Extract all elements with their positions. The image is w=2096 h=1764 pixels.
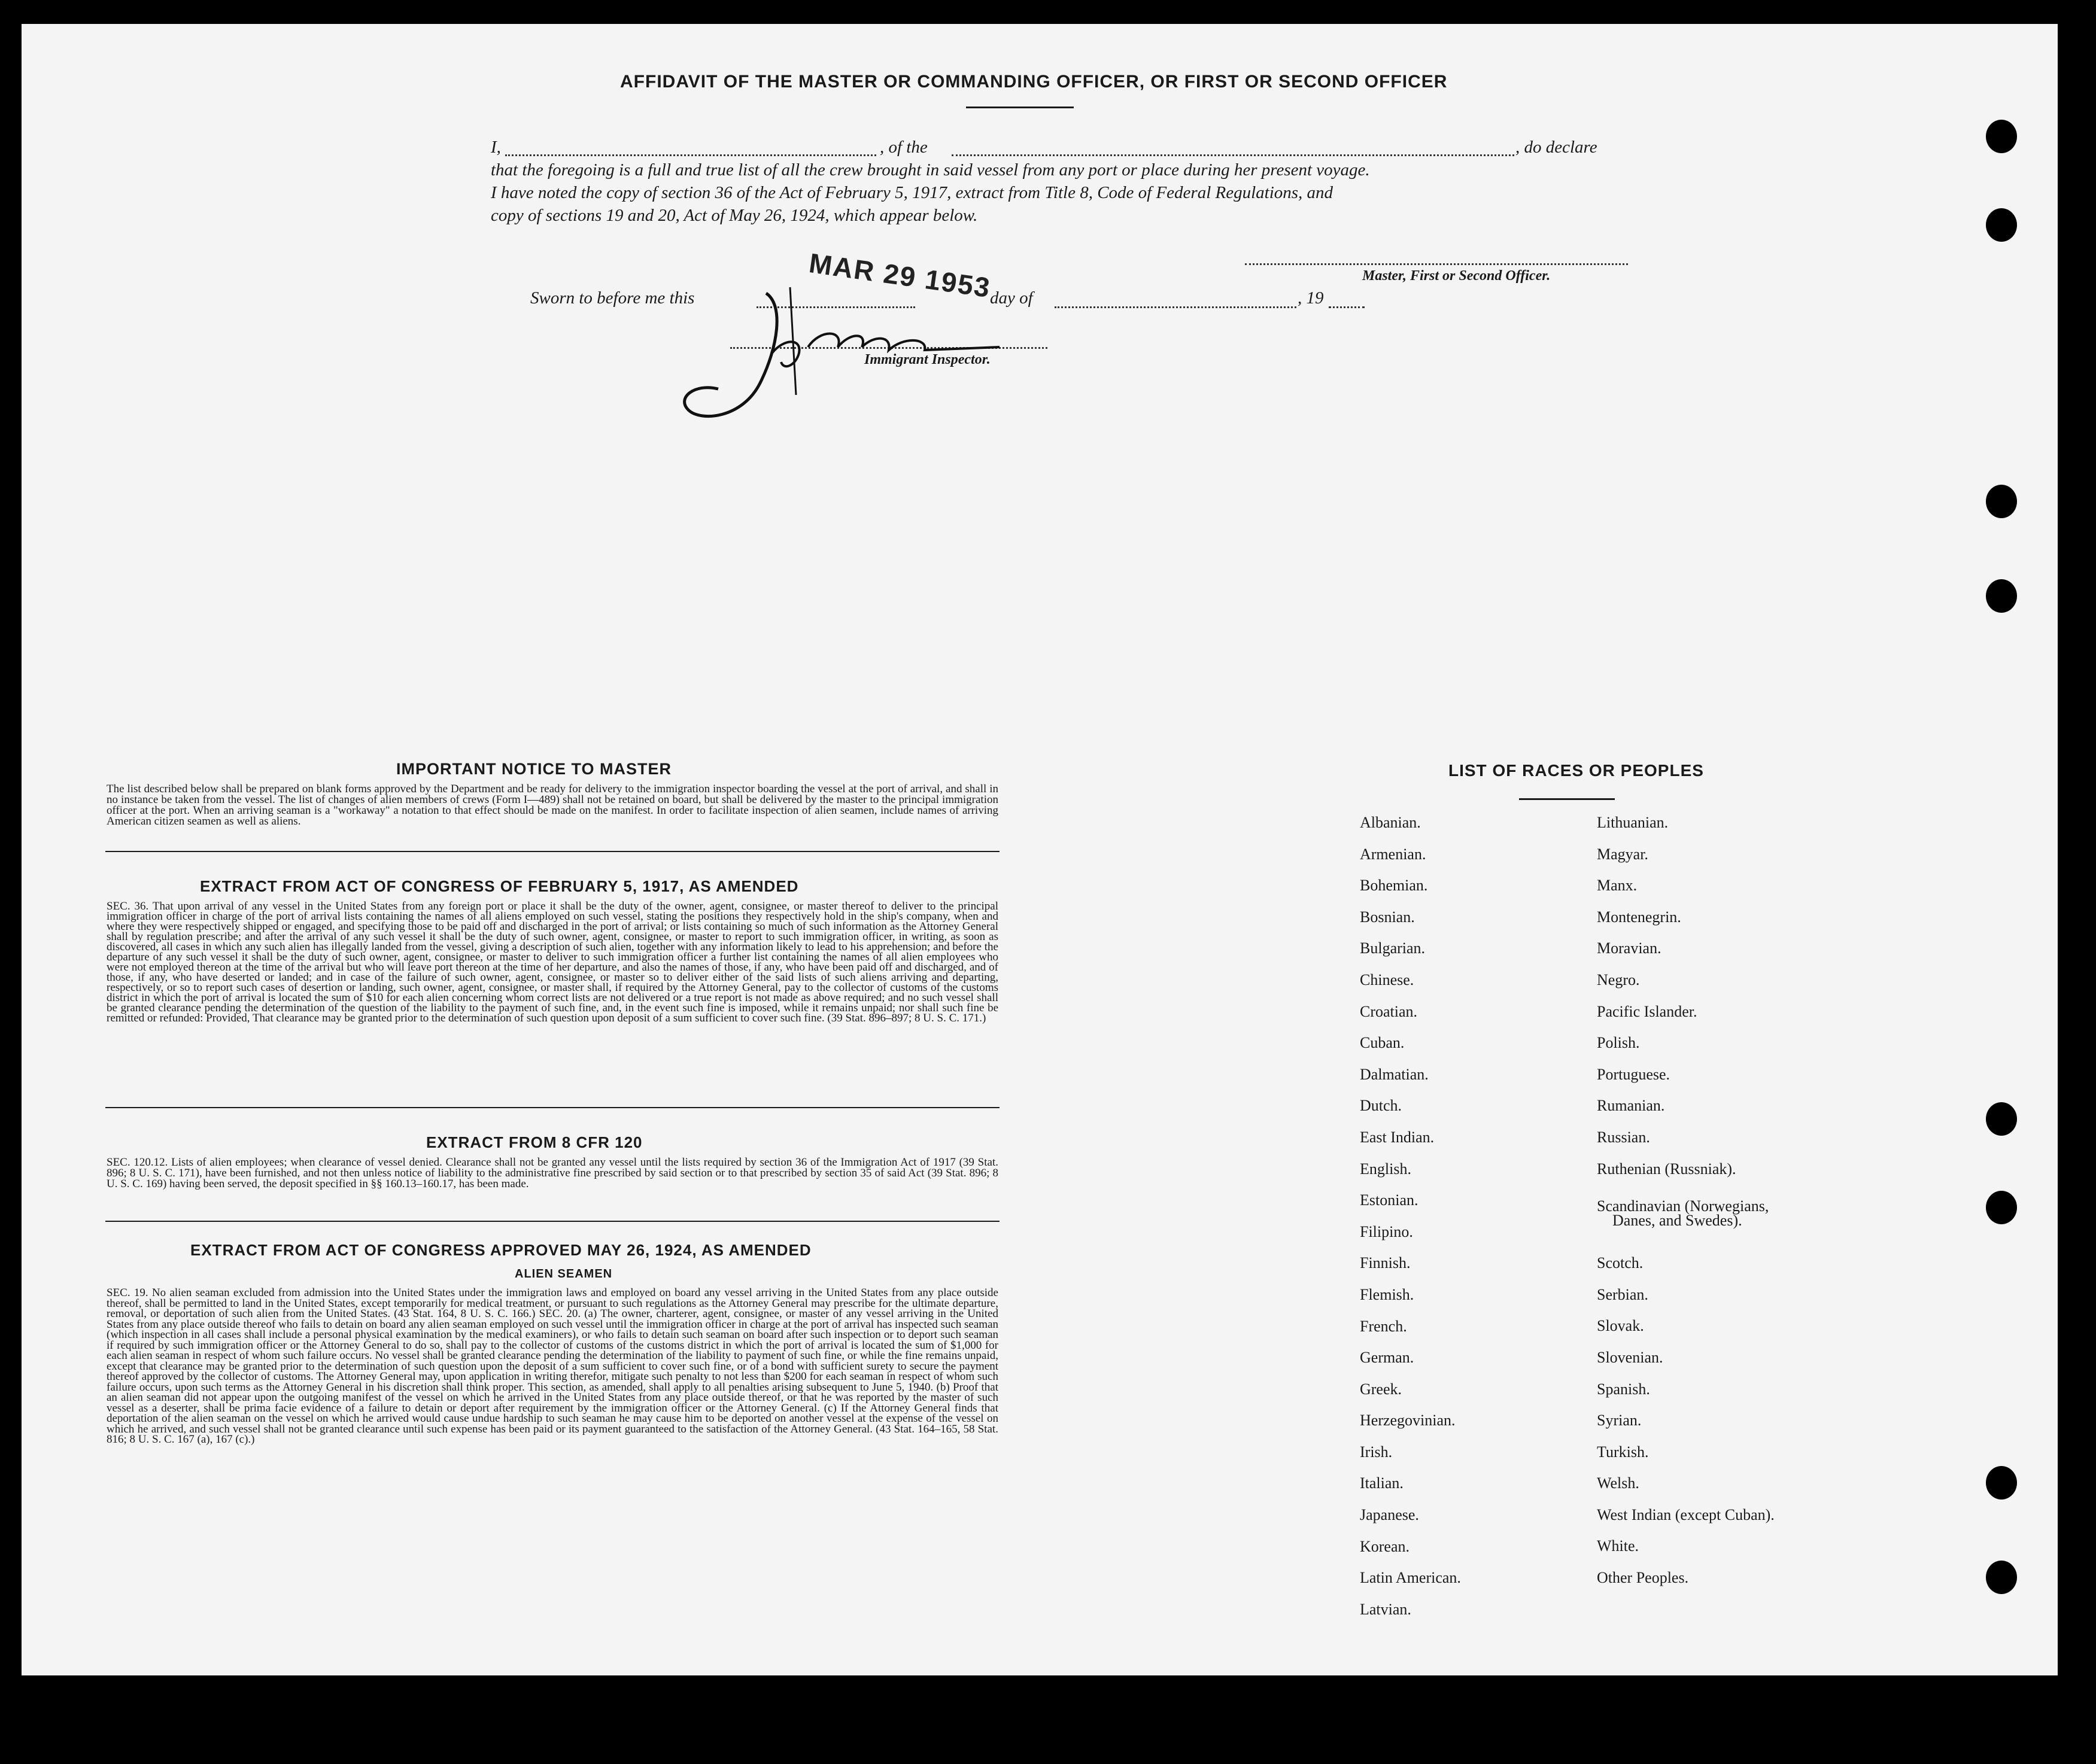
race-item: Portuguese. <box>1597 1065 1670 1083</box>
races-title-rule <box>1519 798 1615 800</box>
race-item: Slovak. <box>1597 1317 1644 1335</box>
race-item: Moravian. <box>1597 939 1661 957</box>
race-item: Lithuanian. <box>1597 814 1669 831</box>
vessel-field-line <box>952 154 1514 156</box>
inspector-signature <box>646 281 1017 431</box>
extract-1917-text: SEC. 36. That upon arrival of any vessel in the United States from any foreign port or place it shall be the duty of the owner, agent, consignee, or master thereof to deliver to the principal immigration officer in charge of the port of arrival lists containing the names of all aliens employed on such vessel, stating the positions they respectively hold in the ship's company, when and where they were respectively shipped or engaged, and specifying those to be paid off and discharged in the port of arrival; or lists containing so much of such information as the Attorney General shall by regulation prescribe; and after the arrival of any such vessel it shall be the duty of such owner, agent, consignee, or master to report to such immigration officer, in writing, as soon as discovered, all cases in which any such alien has illegally landed from the vessel, giving a description of such alien, together with any information likely to lead to his apprehension; and before the departure of any such vessel it shall be the duty of such owner, agent, consignee, or master to deliver to such immigration officer a further list containing the names of all alien employees who were not employed thereon at the time of the arrival but who will leave port thereon at the time of her departure, and also the names of those, if any, who have been paid off and discharged, and of those, if any, who have deserted or landed; and in case of the failure of such owner, agent, consignee, or master so to deliver either of the said lists of such aliens arriving and departing, respectively, or so to report such cases of desertion or landing, such owner, agent, consignee, or master shall, if required by the Attorney General, pay to the collector of customs of the customs district in which the port of arrival is located the sum of $10 for each alien concerning whom correct lists are not delivered or a true report is not made as above required; and no such vessel shall be granted clearance pending the determination of the question of the liability to the payment of such fine, and, in the event such fine is imposed, while it remains unpaid; nor shall such fine be remitted or refunded: Provided, That clearance may be granted prior to the determination of such question upon deposit of a sum sufficient to cover such fine. (39 Stat. 896–897; 8 U. S. C. 171.) <box>107 900 998 1024</box>
punch-hole <box>1986 1102 2017 1136</box>
race-item: Cuban. <box>1360 1034 1405 1052</box>
affidavit-line-4: copy of sections 19 and 20, Act of May 26, 1924, which appear below. <box>491 206 978 225</box>
extract-1917-divider <box>105 1107 1000 1108</box>
race-item: Japanese. <box>1360 1506 1419 1524</box>
sworn-label: Sworn to before me this <box>530 288 695 308</box>
race-item: Pacific Islander. <box>1597 1002 1697 1020</box>
races-left-column <box>1360 814 1461 1632</box>
inspector-label: Immigrant Inspector. <box>864 352 991 367</box>
race-item: English. <box>1360 1160 1411 1178</box>
race-item: German. <box>1360 1349 1414 1367</box>
race-item: Magyar. <box>1597 845 1648 863</box>
race-item: Bohemian. <box>1360 877 1428 895</box>
extract-1924-text: SEC. 19. No alien seaman excluded from admission into the United States under the immigration laws and employed on board any vessel arriving in the United States from any place outside thereof, shall be permitted to land in the United States, except temporarily for medical treatment, or pursuant to such regulations as the Attorney General may prescribe for the ultimate departure, removal, or deportation of such alien from the United States. (43 Stat. 164, 8 U. S. C. 166.) SEC. 20. (a) The owner, charterer, agent, consignee, or master of any vessel arriving in the United States from any place outside thereof who fails to detain on board any alien seaman employed on such vessel until the immigration officer in charge at the port of arrival has inspected such seaman (which inspection in all cases shall include a personal physical examination by the medical examiners), or who fails to detain such seaman on board after such inspection or to deport such seaman if required by such immigration officer or the Attorney General to do so, shall pay to the collector of customs of the customs district in which the port of arrival is located the sum of $1,000 for each alien seaman in respect of whom such failure occurs. No vessel shall be granted clearance pending the determination of the liability to payment of such fine, or while the fine remains unpaid, except that clearance may be granted prior to the determination of such question upon the deposit of a sum sufficient to cover such fine, or of a bond with sufficient surety to secure the payment thereof approved by the collector of customs. The Attorney General may, upon application in writing therefor, mitigate such penalty to not less than $200 for each seaman in respect of whom such failure occurs, upon such terms as the Attorney General in his discretion shall think proper. This section, as amended, shall apply to all penalties arising subsequent to June 5, 1940. (b) Proof that an alien seaman did not appear upon the outgoing manifest of the vessel on which he arrived in the United States from any place outside thereof, or that he was reported by the master of such vessel as a deserter, shall be prima facie evidence of a failure to detain or deport after requirement by the immigration officer or the Attorney General. (c) If the Attorney General finds that deportation of the alien seaman on the vessel on which he arrived would cause undue hardship to such seaman he may cause him to be deported on another vessel at the expense of the vessel on which he arrived, and such vessel shall not be granted clearance until such expense has been paid or its payment guaranteed to the satisfaction of the Attorney General. (43 Stat. 164–165, 58 Stat. 816; 8 U. S. C. 167 (a), 167 (c).) <box>107 1286 998 1446</box>
race-item: Dutch. <box>1360 1097 1402 1115</box>
race-item: Turkish. <box>1597 1443 1649 1461</box>
affidavit-title: AFFIDAVIT OF THE MASTER OR COMMANDING OFFICER, OR FIRST OR SECOND OFFICER <box>620 72 1448 92</box>
race-item: Polish. <box>1597 1034 1640 1052</box>
races-right-column <box>1597 814 1775 1601</box>
race-item: Herzegovinian. <box>1360 1412 1456 1430</box>
race-item: Other Peoples. <box>1597 1569 1689 1587</box>
affidavit-line-2: that the foregoing is a full and true list of all the crew brought in said vessel from any port or place during her present voyage. <box>491 160 1370 180</box>
race-item: Danes, and Swedes). <box>1612 1212 1742 1230</box>
race-item: Ruthenian (Russniak). <box>1597 1160 1736 1178</box>
sworn-year-field-line <box>1329 306 1365 308</box>
race-item: Russian. <box>1597 1128 1650 1146</box>
race-item: Flemish. <box>1360 1285 1414 1303</box>
race-item: White. <box>1597 1537 1639 1555</box>
race-item: Scotch. <box>1597 1254 1644 1272</box>
race-item: Welsh. <box>1597 1474 1639 1492</box>
race-item: Scandinavian (Norwegians, <box>1597 1197 1769 1215</box>
race-item: Spanish. <box>1597 1380 1650 1398</box>
races-title: LIST OF RACES OR PEOPLES <box>1448 761 1704 780</box>
year-label: , 19 <box>1298 288 1324 308</box>
affidavit-of-the-label: , of the <box>880 138 928 157</box>
punch-hole <box>1986 1191 2017 1224</box>
race-item: Chinese. <box>1360 971 1414 989</box>
name-field-line <box>505 154 876 156</box>
day-of-label: day of <box>990 288 1033 308</box>
extract-cfr-title: EXTRACT FROM 8 CFR 120 <box>426 1133 643 1151</box>
punch-hole <box>1986 120 2017 153</box>
race-item: Negro. <box>1597 971 1640 989</box>
race-item: Slovenian. <box>1597 1348 1663 1366</box>
alien-seamen-subtitle: ALIEN SEAMEN <box>515 1267 613 1281</box>
punch-hole <box>1986 1561 2017 1594</box>
sworn-month-field-line <box>1055 306 1296 308</box>
notice-divider <box>105 851 1000 852</box>
extract-cfr-divider <box>105 1221 1000 1222</box>
race-item: Greek. <box>1360 1380 1402 1398</box>
extract-1924-title: EXTRACT FROM ACT OF CONGRESS APPROVED MAY 26, 1924, AS AMENDED <box>190 1241 812 1259</box>
race-item: Bulgarian. <box>1360 939 1426 957</box>
race-item: Irish. <box>1360 1443 1393 1461</box>
race-item: Armenian. <box>1360 845 1426 863</box>
affidavit-line-1 <box>491 138 1616 159</box>
race-item: Italian. <box>1360 1474 1404 1492</box>
affidavit-declare-label: , do declare <box>1515 138 1597 157</box>
punch-hole <box>1986 579 2017 613</box>
punch-hole <box>1986 208 2017 242</box>
affidavit-i-label: I, <box>491 138 501 157</box>
affidavit-line-3: I have noted the copy of section 36 of the Act of February 5, 1917, extract from Title 8, Code of Federal Regulations, and <box>491 183 1333 202</box>
race-item: Manx. <box>1597 877 1638 895</box>
race-item: Croatian. <box>1360 1002 1418 1020</box>
punch-hole <box>1986 485 2017 518</box>
race-item: Estonian. <box>1360 1191 1418 1209</box>
race-item: Latin American. <box>1360 1569 1461 1587</box>
master-signature-line <box>1245 263 1628 265</box>
race-item: Bosnian. <box>1360 908 1415 926</box>
race-item: Rumanian. <box>1597 1097 1665 1115</box>
master-signature-label: Master, First or Second Officer. <box>1362 268 1551 284</box>
race-item: East Indian. <box>1360 1128 1435 1146</box>
date-stamp: MAR 29 1953 <box>807 247 993 304</box>
race-item: Finnish. <box>1360 1254 1411 1272</box>
race-item: Montenegrin. <box>1597 908 1681 926</box>
race-item: Filipino. <box>1360 1222 1413 1240</box>
extract-1917-title: EXTRACT FROM ACT OF CONGRESS OF FEBRUARY 5, 1917, AS AMENDED <box>200 877 799 895</box>
race-item: Serbian. <box>1597 1285 1648 1303</box>
extract-cfr-text: SEC. 120.12. Lists of alien employees; when clearance of vessel denied. Clearance shall not be granted any vessel until the lists required by section 36 of the Immigration Act of 1917 (39 Stat. 896; 8 U. S. C. 171), have been furnished, and not then unless notice of liability to the administrative fine prescribed by said section or to that prescribed by section 35 of said Act (39 Stat. 896; 8 U. S. C. 169) having been served, the deposit specified in §§ 160.13–160.17, has been made. <box>107 1156 998 1190</box>
race-item: Korean. <box>1360 1537 1410 1555</box>
race-item: West Indian (except Cuban). <box>1597 1506 1775 1523</box>
affidavit-title-rule <box>966 107 1074 108</box>
notice-title: IMPORTANT NOTICE TO MASTER <box>396 760 672 778</box>
notice-text: The list described below shall be prepared on blank forms approved by the Department and be ready for delivery to the immigration inspector boarding the vessel at the port of arrival, and shall in no instance be taken from the vessel. The list of changes of alien members of crews (Form I—489) shall not be retained on board, but shall be delivered by the master to the principal immigration officer at the port. When an arriving seaman is a "workaway" a notation to that effect should be made on the manifest. In order to facilitate inspection of alien seamen, include names of arriving American citizen seamen as well as aliens. <box>107 783 998 828</box>
race-item: Dalmatian. <box>1360 1065 1429 1083</box>
race-item: Albanian. <box>1360 814 1421 831</box>
race-item: Latvian. <box>1360 1600 1411 1618</box>
race-item: Syrian. <box>1597 1412 1642 1430</box>
punch-hole <box>1986 1466 2017 1500</box>
race-item: French. <box>1360 1317 1407 1335</box>
